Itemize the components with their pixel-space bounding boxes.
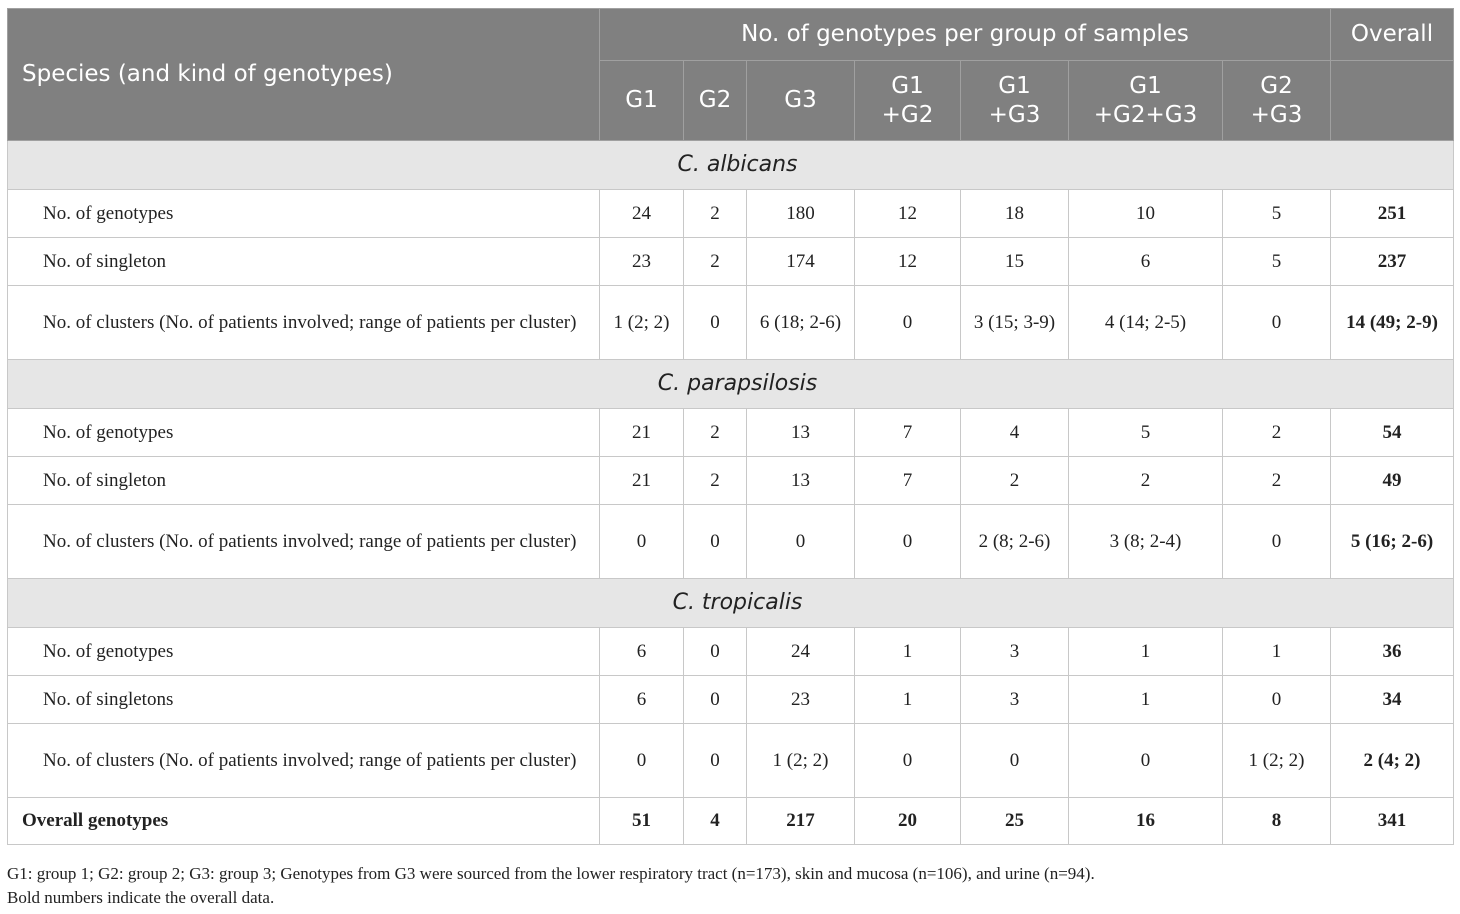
table-cell: 0: [600, 505, 684, 579]
overall-cell: 54: [1331, 409, 1454, 457]
table-cell: 0: [684, 676, 747, 724]
table-cell: 2: [961, 457, 1069, 505]
table-cell: 0: [855, 505, 961, 579]
species-header: Species (and kind of genotypes): [8, 9, 600, 141]
overall-header: Overall: [1331, 9, 1454, 61]
table-cell: 0: [855, 724, 961, 798]
table-cell: 24: [747, 628, 855, 676]
overall-cell: 5 (16; 2-6): [1331, 505, 1454, 579]
species-row: [8, 360, 1454, 409]
table-row: [8, 724, 1454, 798]
row-label: No. of singleton: [8, 457, 600, 505]
group-column-label-line: G1: [625, 87, 658, 113]
overall-cell: 341: [1331, 798, 1454, 845]
species-name: C. albicans: [8, 141, 1454, 190]
overall-cell: 36: [1331, 628, 1454, 676]
table-cell: 3: [961, 676, 1069, 724]
table-cell: 7: [855, 457, 961, 505]
row-label: No. of clusters (No. of patients involved; range of patients per cluster): [8, 286, 600, 360]
group-column-label-line: G1: [998, 72, 1031, 99]
table-cell: 2: [684, 409, 747, 457]
table-cell: 7: [855, 409, 961, 457]
genotypes-table: [7, 8, 1454, 845]
table-cell: 174: [747, 238, 855, 286]
table-cell: 1: [1223, 628, 1331, 676]
row-label: No. of clusters (No. of patients involved; range of patients per cluster): [8, 505, 600, 579]
group-column-header: [1223, 61, 1331, 141]
table-cell: 2: [684, 457, 747, 505]
table-row: [8, 457, 1454, 505]
table-cell: 0: [855, 286, 961, 360]
table-cell: 1 (2; 2): [747, 724, 855, 798]
table-cell: 6: [600, 676, 684, 724]
overall-cell: 251: [1331, 190, 1454, 238]
species-name: C. tropicalis: [8, 579, 1454, 628]
row-label: Overall genotypes: [8, 798, 600, 845]
group-column-label-line: G1: [891, 72, 924, 99]
row-label: No. of singleton: [8, 238, 600, 286]
table-cell: 23: [600, 238, 684, 286]
species-row: [8, 579, 1454, 628]
table-cell: 6 (18; 2-6): [747, 286, 855, 360]
table-cell: 2 (8; 2-6): [961, 505, 1069, 579]
table-cell: 2: [1069, 457, 1223, 505]
table-row: [8, 286, 1454, 360]
group-column-label-line: +G2+G3: [1093, 101, 1198, 128]
table-cell: 3 (15; 3-9): [961, 286, 1069, 360]
table-cell: 5: [1069, 409, 1223, 457]
table-cell: 10: [1069, 190, 1223, 238]
table-cell: 1: [1069, 628, 1223, 676]
table-cell: 16: [1069, 798, 1223, 845]
row-label: No. of genotypes: [8, 409, 600, 457]
group-column-header: [600, 61, 684, 141]
group-column-label-line: G2: [1260, 72, 1293, 99]
table-cell: 0: [961, 724, 1069, 798]
table-cell: 2: [684, 238, 747, 286]
overall-cell: 34: [1331, 676, 1454, 724]
table-cell: 0: [1223, 676, 1331, 724]
table-cell: 0: [1223, 505, 1331, 579]
table-cell: 4: [684, 798, 747, 845]
table-cell: 3 (8; 2-4): [1069, 505, 1223, 579]
table-cell: 8: [1223, 798, 1331, 845]
table-cell: 0: [747, 505, 855, 579]
row-label: No. of genotypes: [8, 628, 600, 676]
table-cell: 21: [600, 457, 684, 505]
table-cell: 12: [855, 238, 961, 286]
group-column-label-line: G3: [784, 87, 817, 113]
table-cell: 0: [684, 286, 747, 360]
group-column-label-line: +G2: [881, 101, 934, 128]
table-cell: 4: [961, 409, 1069, 457]
table-cell: 13: [747, 457, 855, 505]
table-row: [8, 190, 1454, 238]
row-label: No. of genotypes: [8, 190, 600, 238]
row-label: No. of clusters (No. of patients involved; range of patients per cluster): [8, 724, 600, 798]
table-row: [8, 676, 1454, 724]
table-cell: 6: [1069, 238, 1223, 286]
table-cell: 0: [684, 505, 747, 579]
footnote-groups: G1: group 1; G2: group 2; G3: group 3; Genotypes from G3 were sourced from the lower respiratory tract (n=173), skin and mucosa (n=106), and urine (n=94).: [7, 864, 1095, 883]
table-header: [8, 9, 1454, 141]
table-row: [8, 505, 1454, 579]
table-cell: 20: [855, 798, 961, 845]
group-column-header: [684, 61, 747, 141]
group-column-header: [747, 61, 855, 141]
table-body: [8, 141, 1454, 845]
table-cell: 5: [1223, 238, 1331, 286]
table-cell: 180: [747, 190, 855, 238]
group-column-label-line: +G3: [988, 101, 1041, 128]
group-column-header: [1069, 61, 1223, 141]
table-cell: 18: [961, 190, 1069, 238]
row-label: No. of singletons: [8, 676, 600, 724]
table-cell: 217: [747, 798, 855, 845]
group-header: No. of genotypes per group of samples: [600, 9, 1331, 61]
table-cell: 0: [1069, 724, 1223, 798]
footnote-bold: Bold numbers indicate the overall data.: [7, 888, 275, 907]
table-cell: 4 (14; 2-5): [1069, 286, 1223, 360]
table-cell: 2: [1223, 409, 1331, 457]
table-cell: 25: [961, 798, 1069, 845]
table-cell: 1 (2; 2): [1223, 724, 1331, 798]
table-cell: 0: [1223, 286, 1331, 360]
table-cell: 0: [684, 724, 747, 798]
species-name: C. parapsilosis: [8, 360, 1454, 409]
footnotes: [7, 862, 1095, 910]
table-cell: 2: [684, 190, 747, 238]
overall-cell: 49: [1331, 457, 1454, 505]
table-cell: 6: [600, 628, 684, 676]
table-cell: 1 (2; 2): [600, 286, 684, 360]
table-cell: 1: [1069, 676, 1223, 724]
table-cell: 0: [600, 724, 684, 798]
overall-cell: 237: [1331, 238, 1454, 286]
group-column-header: [961, 61, 1069, 141]
table-row: [8, 798, 1454, 845]
table-cell: 23: [747, 676, 855, 724]
table-row: [8, 628, 1454, 676]
group-column-label-line: G1: [1129, 72, 1162, 99]
table-row: [8, 238, 1454, 286]
overall-cell: 14 (49; 2-9): [1331, 286, 1454, 360]
table-cell: 1: [855, 628, 961, 676]
table-cell: 13: [747, 409, 855, 457]
overall-cell: 2 (4; 2): [1331, 724, 1454, 798]
table-cell: 21: [600, 409, 684, 457]
table-cell: 5: [1223, 190, 1331, 238]
table-cell: 1: [855, 676, 961, 724]
table-cell: 2: [1223, 457, 1331, 505]
table-cell: 0: [684, 628, 747, 676]
group-column-label-line: +G3: [1250, 101, 1303, 128]
table-cell: 3: [961, 628, 1069, 676]
table-cell: 51: [600, 798, 684, 845]
group-column-header: [855, 61, 961, 141]
table-cell: 15: [961, 238, 1069, 286]
table-container: [7, 8, 1453, 845]
table-cell: 24: [600, 190, 684, 238]
table-cell: 12: [855, 190, 961, 238]
overall-subheader: [1331, 61, 1454, 141]
table-row: [8, 409, 1454, 457]
species-row: [8, 141, 1454, 190]
group-column-label-line: G2: [698, 87, 732, 113]
